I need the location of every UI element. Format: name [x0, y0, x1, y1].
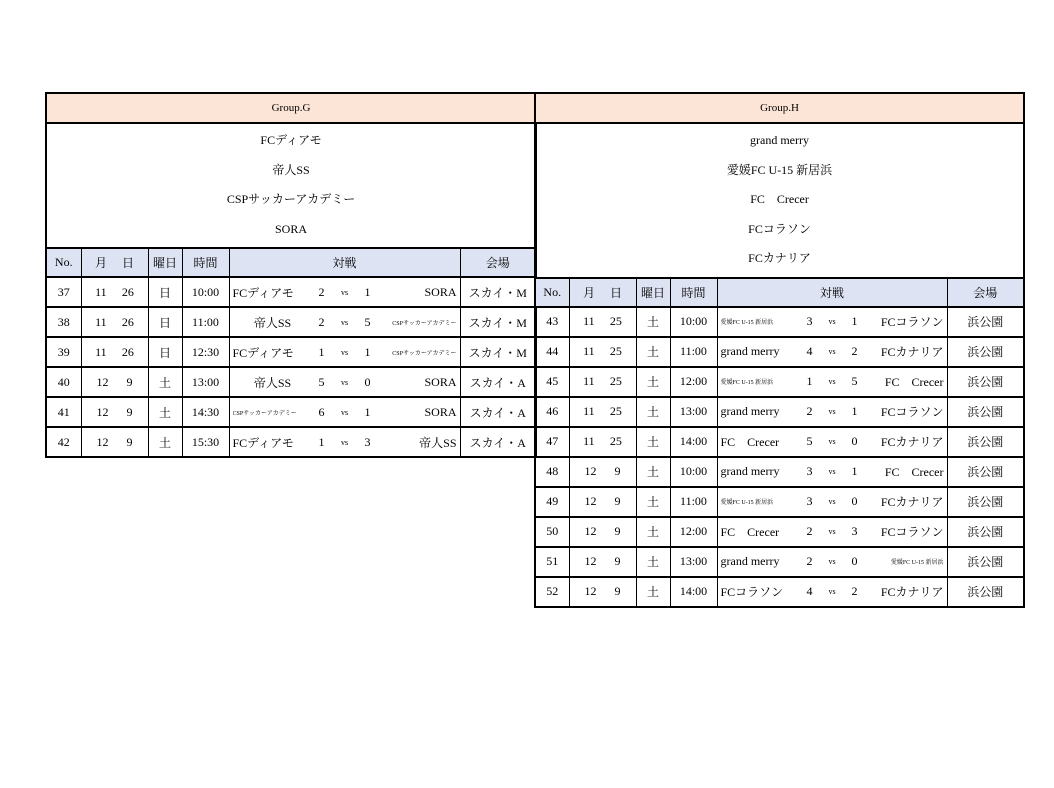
match-date — [569, 397, 636, 427]
match-date-values — [570, 344, 636, 359]
match-venue: 浜公園 — [947, 397, 1024, 427]
match-venue: 浜公園 — [947, 487, 1024, 517]
team-name: grand merry — [750, 133, 809, 147]
matchup — [230, 368, 460, 396]
match-date — [81, 307, 148, 337]
match-day: 9 — [614, 554, 621, 568]
match-weekday: 日 — [148, 277, 182, 307]
match-date-values — [570, 464, 636, 479]
match-no: 46 — [535, 397, 569, 427]
home-team: grand merry — [720, 554, 780, 568]
match-date — [569, 337, 636, 367]
match-month: 12 — [584, 494, 597, 508]
match-date — [569, 487, 636, 517]
match-time: 13:00 — [182, 367, 229, 397]
matchup — [230, 398, 460, 426]
matchup — [718, 338, 947, 366]
header-time: 時間 — [182, 248, 229, 277]
home-score: 2 — [806, 524, 813, 538]
match-matchup — [717, 577, 947, 607]
header-venue: 会場 — [460, 248, 536, 277]
home-team: FC Crecer — [720, 435, 780, 449]
away-team: FCカナリア — [880, 585, 944, 599]
away-team: FC Crecer — [884, 465, 944, 479]
match-month: 12 — [96, 374, 109, 389]
vs-label: vs — [828, 347, 836, 356]
match-venue: スカイ・A — [460, 397, 536, 427]
match-weekday: 土 — [636, 547, 670, 577]
header-time: 時間 — [670, 278, 717, 307]
match-day: 9 — [126, 404, 133, 419]
matchup — [718, 458, 947, 486]
match-month: 11 — [583, 344, 595, 358]
match-row — [535, 457, 1024, 487]
home-score: 3 — [806, 314, 813, 328]
vs-label: vs — [828, 557, 836, 566]
matchup — [718, 488, 947, 516]
home-team: FC Crecer — [720, 525, 780, 539]
match-date-values — [570, 554, 636, 569]
match-date — [569, 577, 636, 607]
match-date-values — [570, 374, 636, 389]
match-no: 52 — [535, 577, 569, 607]
match-row — [46, 307, 536, 337]
match-date — [569, 457, 636, 487]
vs-label: vs — [828, 527, 836, 536]
vs-label: vs — [828, 437, 836, 446]
away-score: 1 — [364, 284, 371, 299]
home-score: 2 — [318, 284, 325, 299]
group-g-schedule — [45, 92, 535, 458]
match-month: 12 — [584, 524, 597, 538]
home-team: 帝人SS — [253, 315, 292, 330]
match-row — [535, 517, 1024, 547]
match-matchup — [717, 367, 947, 397]
match-time: 12:00 — [670, 517, 717, 547]
header-day: 日 — [609, 285, 622, 300]
match-month: 11 — [583, 404, 595, 418]
match-matchup — [229, 277, 460, 307]
match-time: 11:00 — [182, 307, 229, 337]
away-team: FCコラソン — [880, 315, 944, 329]
match-matchup — [229, 397, 460, 427]
home-team: 帝人SS — [253, 375, 292, 390]
header-month-day — [81, 248, 148, 277]
vs-label: vs — [340, 377, 349, 387]
match-day: 9 — [126, 374, 133, 389]
match-time: 11:00 — [670, 337, 717, 367]
home-score: 4 — [806, 584, 813, 598]
match-day: 25 — [609, 404, 622, 418]
match-row — [46, 277, 536, 307]
match-row — [535, 367, 1024, 397]
match-day: 9 — [126, 434, 133, 449]
match-time: 15:30 — [182, 427, 229, 457]
away-team: SORA — [424, 374, 457, 389]
matchup — [230, 278, 460, 306]
vs-label: vs — [340, 347, 349, 357]
match-row — [46, 427, 536, 457]
match-venue: 浜公園 — [947, 307, 1024, 337]
away-score: 1 — [851, 404, 858, 418]
match-month: 12 — [96, 404, 109, 419]
match-day: 25 — [609, 314, 622, 328]
match-matchup — [717, 337, 947, 367]
group-h-table — [534, 92, 1025, 608]
match-weekday: 土 — [636, 397, 670, 427]
match-venue: 浜公園 — [947, 337, 1024, 367]
match-row — [535, 487, 1024, 517]
match-time: 14:00 — [670, 577, 717, 607]
match-weekday: 土 — [636, 307, 670, 337]
match-date-values — [570, 434, 636, 449]
away-team: FCカナリア — [880, 495, 944, 509]
away-score: 1 — [851, 314, 858, 328]
match-weekday: 土 — [148, 367, 182, 397]
match-weekday: 土 — [148, 397, 182, 427]
vs-label: vs — [340, 287, 349, 297]
vs-label: vs — [340, 437, 349, 447]
home-score: 5 — [318, 374, 325, 389]
home-team: CSPサッカーアカデミー — [232, 410, 297, 417]
match-no: 37 — [46, 277, 81, 307]
match-month: 11 — [583, 374, 595, 388]
match-date-values — [570, 584, 636, 599]
away-team: FCカナリア — [880, 435, 944, 449]
match-weekday: 土 — [636, 577, 670, 607]
match-row — [535, 307, 1024, 337]
match-date — [81, 337, 148, 367]
match-date — [81, 427, 148, 457]
header-venue: 会場 — [947, 278, 1024, 307]
match-time: 13:00 — [670, 547, 717, 577]
match-month: 11 — [95, 284, 107, 299]
match-time: 10:00 — [670, 457, 717, 487]
matchup — [718, 398, 947, 426]
match-day: 26 — [121, 314, 134, 329]
away-score: 1 — [364, 404, 371, 419]
match-day: 25 — [609, 434, 622, 448]
matchup — [230, 338, 460, 366]
match-month: 11 — [583, 314, 595, 328]
match-date — [569, 427, 636, 457]
match-weekday: 土 — [636, 367, 670, 397]
match-venue: スカイ・A — [460, 427, 536, 457]
matchup — [718, 368, 947, 396]
match-venue: 浜公園 — [947, 547, 1024, 577]
group-h-teams — [536, 126, 1023, 274]
match-date-values — [82, 435, 148, 450]
match-month: 12 — [584, 554, 597, 568]
match-time: 11:00 — [670, 487, 717, 517]
vs-label: vs — [828, 377, 836, 386]
header-weekday: 曜日 — [148, 248, 182, 277]
match-weekday: 土 — [148, 427, 182, 457]
home-score: 3 — [806, 464, 813, 478]
match-no: 44 — [535, 337, 569, 367]
header-month: 月 — [582, 285, 595, 300]
match-venue: 浜公園 — [947, 457, 1024, 487]
matchup — [230, 308, 460, 336]
match-matchup — [229, 367, 460, 397]
team-name: FCカナリア — [748, 251, 811, 265]
header-month: 月 — [94, 256, 107, 270]
match-time: 13:00 — [670, 397, 717, 427]
match-no: 45 — [535, 367, 569, 397]
match-weekday: 土 — [636, 487, 670, 517]
match-month: 11 — [583, 434, 595, 448]
away-team: SORA — [424, 404, 457, 419]
match-row — [535, 427, 1024, 457]
match-date-values — [82, 345, 148, 360]
match-date-values — [82, 375, 148, 390]
vs-label: vs — [828, 407, 836, 416]
team-name: FC Crecer — [750, 192, 809, 206]
match-date-values — [82, 405, 148, 420]
home-score: 1 — [806, 374, 813, 388]
home-score: 2 — [318, 314, 325, 329]
match-matchup — [717, 457, 947, 487]
match-day: 9 — [614, 524, 621, 538]
team-name: FCコラソン — [748, 221, 811, 236]
match-matchup — [717, 307, 947, 337]
match-row — [535, 337, 1024, 367]
match-date — [81, 397, 148, 427]
match-no: 39 — [46, 337, 81, 367]
match-venue: スカイ・A — [460, 367, 536, 397]
match-date — [569, 547, 636, 577]
team-name: FCディアモ — [260, 133, 322, 147]
header-match: 対戦 — [229, 248, 460, 277]
matchup — [718, 428, 947, 456]
match-venue: 浜公園 — [947, 367, 1024, 397]
home-score: 1 — [318, 434, 325, 449]
match-date — [569, 367, 636, 397]
away-score: 1 — [851, 464, 858, 478]
away-score: 5 — [851, 374, 858, 388]
match-month: 12 — [584, 584, 597, 598]
match-no: 40 — [46, 367, 81, 397]
match-date-values — [570, 524, 636, 539]
match-venue: スカイ・M — [460, 337, 536, 367]
away-team: SORA — [424, 284, 457, 299]
match-venue: スカイ・M — [460, 307, 536, 337]
match-matchup — [717, 427, 947, 457]
match-venue: 浜公園 — [947, 427, 1024, 457]
match-row — [46, 367, 536, 397]
team-name: 帝人SS — [272, 162, 310, 177]
match-weekday: 日 — [148, 307, 182, 337]
away-team: CSPサッカーアカデミー — [392, 350, 457, 357]
away-team: FCカナリア — [880, 345, 944, 359]
away-team: CSPサッカーアカデミー — [392, 320, 457, 327]
match-date — [569, 517, 636, 547]
match-no: 50 — [535, 517, 569, 547]
home-score: 4 — [806, 344, 813, 358]
home-team: 愛媛FC U-15 新居浜 — [720, 500, 774, 506]
group-g-title: Group.G — [46, 93, 536, 123]
team-name: 愛媛FC U-15 新居浜 — [726, 162, 833, 177]
match-date — [81, 367, 148, 397]
away-score: 0 — [364, 374, 371, 389]
match-weekday: 日 — [148, 337, 182, 367]
away-score: 0 — [851, 434, 858, 448]
match-row — [535, 577, 1024, 607]
matchup — [718, 548, 947, 576]
group-g-team-list — [46, 123, 536, 248]
home-score: 1 — [318, 344, 325, 359]
match-no: 47 — [535, 427, 569, 457]
match-time: 12:00 — [670, 367, 717, 397]
team-name: SORA — [275, 221, 308, 236]
match-matchup — [717, 397, 947, 427]
match-date — [81, 277, 148, 307]
match-weekday: 土 — [636, 457, 670, 487]
match-date-values — [82, 285, 148, 300]
vs-label: vs — [828, 467, 836, 476]
group-g-table — [45, 92, 537, 458]
home-score: 3 — [806, 494, 813, 508]
matchup — [718, 578, 947, 606]
match-day: 26 — [121, 284, 134, 299]
match-day: 9 — [614, 584, 621, 598]
home-team: 愛媛FC U-15 新居浜 — [720, 380, 774, 386]
match-row — [46, 397, 536, 427]
matchup — [718, 518, 947, 546]
match-date-values — [570, 314, 636, 329]
match-no: 43 — [535, 307, 569, 337]
home-score: 6 — [318, 404, 325, 419]
match-month: 12 — [584, 464, 597, 478]
match-matchup — [229, 427, 460, 457]
match-time: 10:00 — [670, 307, 717, 337]
home-team: 愛媛FC U-15 新居浜 — [720, 320, 774, 326]
match-date — [569, 307, 636, 337]
match-row — [535, 547, 1024, 577]
match-matchup — [717, 547, 947, 577]
home-team: FCコラソン — [720, 585, 784, 599]
match-month: 11 — [95, 344, 107, 359]
match-venue: スカイ・M — [460, 277, 536, 307]
match-day: 25 — [609, 374, 622, 388]
match-no: 41 — [46, 397, 81, 427]
match-matchup — [229, 307, 460, 337]
match-day: 26 — [121, 344, 134, 359]
home-team: FCディアモ — [232, 435, 294, 450]
matchup — [718, 308, 947, 336]
matchup — [230, 428, 460, 456]
home-score: 2 — [806, 404, 813, 418]
home-score: 2 — [806, 554, 813, 568]
group-h-schedule — [534, 92, 1023, 608]
home-team: grand merry — [720, 464, 780, 478]
match-matchup — [229, 337, 460, 367]
match-month: 12 — [96, 434, 109, 449]
match-row — [535, 397, 1024, 427]
away-score: 0 — [851, 494, 858, 508]
header-weekday: 曜日 — [636, 278, 670, 307]
group-g-teams — [47, 126, 535, 244]
header-month-day — [569, 278, 636, 307]
match-date-values — [570, 404, 636, 419]
home-team: grand merry — [720, 404, 780, 418]
vs-label: vs — [828, 587, 836, 596]
match-venue: 浜公園 — [947, 517, 1024, 547]
header-no: No. — [535, 278, 569, 307]
away-score: 5 — [364, 314, 371, 329]
away-score: 0 — [851, 554, 858, 568]
away-team: FCコラソン — [880, 525, 944, 539]
match-matchup — [717, 517, 947, 547]
team-name: CSPサッカーアカデミー — [226, 192, 356, 206]
match-time: 10:00 — [182, 277, 229, 307]
match-weekday: 土 — [636, 517, 670, 547]
away-score: 3 — [364, 434, 371, 449]
match-time: 14:30 — [182, 397, 229, 427]
away-team: 愛媛FC U-15 新居浜 — [890, 560, 944, 566]
away-score: 1 — [364, 344, 371, 359]
match-date-values — [570, 494, 636, 509]
match-day: 9 — [614, 494, 621, 508]
vs-label: vs — [828, 497, 836, 506]
home-team: FCディアモ — [232, 345, 294, 360]
home-team: grand merry — [720, 344, 780, 358]
group-h-title: Group.H — [535, 93, 1024, 123]
away-team: FC Crecer — [884, 375, 944, 389]
vs-label: vs — [340, 407, 349, 417]
home-team: FCディアモ — [232, 285, 294, 300]
match-weekday: 土 — [636, 337, 670, 367]
away-score: 2 — [851, 344, 858, 358]
match-venue: 浜公園 — [947, 577, 1024, 607]
home-score: 5 — [806, 434, 813, 448]
match-matchup — [717, 487, 947, 517]
match-weekday: 土 — [636, 427, 670, 457]
away-score: 2 — [851, 584, 858, 598]
match-date-values — [82, 315, 148, 330]
away-team: FCコラソン — [880, 405, 944, 419]
match-no: 48 — [535, 457, 569, 487]
header-day: 日 — [121, 256, 134, 270]
away-team: 帝人SS — [419, 435, 457, 450]
match-time: 14:00 — [670, 427, 717, 457]
match-day: 25 — [609, 344, 622, 358]
match-month: 11 — [95, 314, 107, 329]
match-day: 9 — [614, 464, 621, 478]
away-score: 3 — [851, 524, 858, 538]
header-match: 対戦 — [717, 278, 947, 307]
vs-label: vs — [340, 317, 349, 327]
match-time: 12:30 — [182, 337, 229, 367]
match-no: 42 — [46, 427, 81, 457]
match-row — [46, 337, 536, 367]
group-h-team-list — [535, 123, 1024, 278]
match-no: 49 — [535, 487, 569, 517]
vs-label: vs — [828, 317, 836, 326]
match-no: 38 — [46, 307, 81, 337]
match-no: 51 — [535, 547, 569, 577]
header-no: No. — [46, 248, 81, 277]
